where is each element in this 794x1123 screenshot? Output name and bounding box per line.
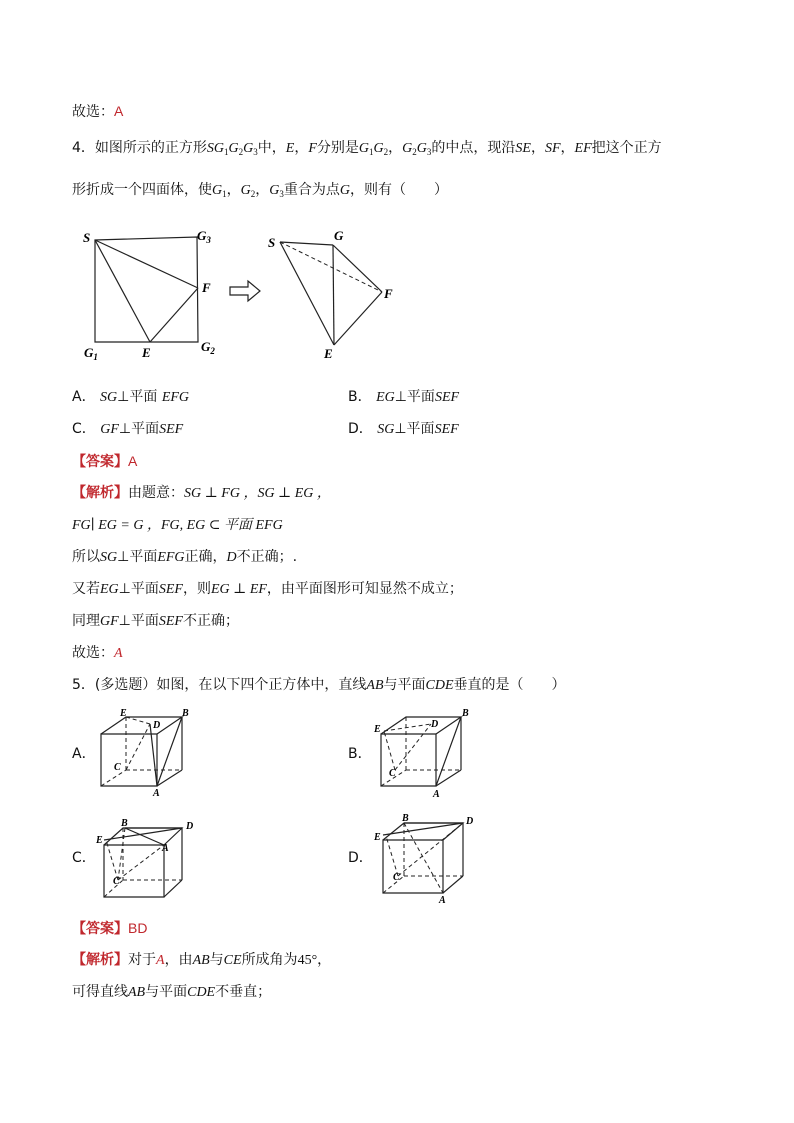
- select-value: A: [114, 103, 124, 119]
- cube-d: [373, 813, 473, 906]
- question-5-line: 5．(多选题）如图，在以下四个正方体中，直线AB与平面CDE垂直的是（ ）: [72, 677, 566, 693]
- math-g3: $G_3$: [269, 183, 284, 199]
- svg-text:C: C: [389, 768, 396, 779]
- svg-text:E: E: [96, 835, 103, 846]
- svg-text:E: E: [120, 708, 127, 719]
- q5-answer: 【答案】BD: [72, 920, 148, 937]
- label-f: F: [384, 286, 393, 301]
- label-g3: $G_3$: [197, 228, 211, 245]
- math-g2g3: $G_2G_3$: [402, 141, 432, 157]
- svg-text:E: E: [374, 832, 381, 843]
- label-s: S: [83, 230, 91, 245]
- svg-text:A: A: [153, 788, 160, 799]
- q5-option-c-label[interactable]: C．: [72, 850, 96, 866]
- label-s: S: [268, 235, 276, 250]
- svg-text:D: D: [466, 816, 474, 827]
- q4-analysis-2: FG∣ EG = G ，FG, EG ⊂ 平面 EFG: [72, 518, 283, 533]
- svg-text:B: B: [182, 708, 189, 719]
- svg-text:E: E: [374, 724, 381, 735]
- option-c[interactable]: C． GF⊥平面SEF: [72, 421, 184, 437]
- option-a[interactable]: A． SG⊥平面 EFG: [72, 389, 190, 405]
- svg-text:D: D: [431, 719, 439, 730]
- svg-text:B: B: [121, 818, 128, 829]
- question-4-line-1: 4．如图所示的正方形$SG_1G_2G_3$中，E，F分别是$G_1G_2$，$G_2G_3$的中点，现沿SE，SF，EF把这个正方: [72, 140, 662, 157]
- label-f: F: [202, 280, 211, 295]
- q4-analysis-5: 同理GF⊥平面SEF不正确；: [72, 613, 239, 629]
- math-e: E: [285, 141, 295, 156]
- q4-analysis-4: 又若EG⊥平面SEF，则EG ⊥ EF，由平面图形可知显然不成立；: [72, 581, 463, 597]
- svg-text:D: D: [153, 720, 161, 731]
- math-sf: SF: [544, 141, 561, 156]
- svg-text:C: C: [113, 876, 120, 887]
- q4-analysis-1: 【解析】由题意：SG ⊥ FG ，SG ⊥ EG ，: [72, 485, 331, 501]
- svg-text:B: B: [462, 708, 469, 719]
- q4-analysis-3: 所以SG⊥平面EFG正确，D不正确；.: [72, 549, 298, 565]
- math-g: G: [339, 183, 350, 198]
- math-ef: EF: [574, 141, 592, 156]
- svg-text:D: D: [186, 821, 194, 832]
- label-e: E: [142, 345, 151, 360]
- q4-text: 如图所示的正方形: [94, 140, 207, 156]
- svg-text:B: B: [402, 813, 409, 824]
- math-g1: $G_1$: [212, 183, 227, 199]
- q5-analysis-2: 可得直线AB与平面CDE不垂直；: [72, 984, 272, 1000]
- math-f: F: [308, 141, 317, 156]
- svg-text:A: A: [433, 789, 440, 800]
- q4-answer: 【答案】A: [72, 453, 138, 470]
- svg-text:A: A: [439, 895, 446, 906]
- math-se: SE: [515, 141, 531, 156]
- cube-b: [373, 708, 469, 800]
- svg-text:C: C: [114, 762, 121, 773]
- q4-select: 故选：A: [72, 645, 123, 661]
- math-g2: $G_2$: [240, 183, 256, 199]
- cube-c: [95, 818, 193, 897]
- svg-text:C: C: [393, 872, 400, 883]
- question-4-line-2: 形折成一个四面体，使$G_1$，$G_2$，$G_3$重合为点G，则有（ ）: [72, 182, 448, 199]
- q5-option-a-label[interactable]: A．: [72, 746, 96, 762]
- q5-option-d-label[interactable]: D．: [348, 850, 373, 866]
- option-b[interactable]: B． EG⊥平面SEF: [348, 389, 460, 405]
- cube-a: [101, 708, 189, 799]
- q5-analysis-1: 【解析】对于A，由AB与CE所成角为45°，: [72, 952, 332, 968]
- q4-text: 中，: [257, 140, 286, 156]
- label-g: G: [334, 228, 344, 243]
- math-g1g2: $G_1G_2$: [358, 141, 389, 157]
- label-g2: $G_2$: [201, 339, 215, 356]
- label-g1: $G_1$: [84, 345, 98, 362]
- q5-option-b-label[interactable]: B．: [348, 746, 372, 762]
- question-number: 4．: [72, 140, 95, 156]
- label-e: E: [324, 346, 333, 361]
- math-square: $SG_1G_2G_3$: [206, 141, 258, 157]
- select-label: 故选：: [72, 104, 114, 120]
- option-d[interactable]: D． SG⊥平面SEF: [348, 421, 459, 437]
- svg-text:A: A: [162, 843, 169, 854]
